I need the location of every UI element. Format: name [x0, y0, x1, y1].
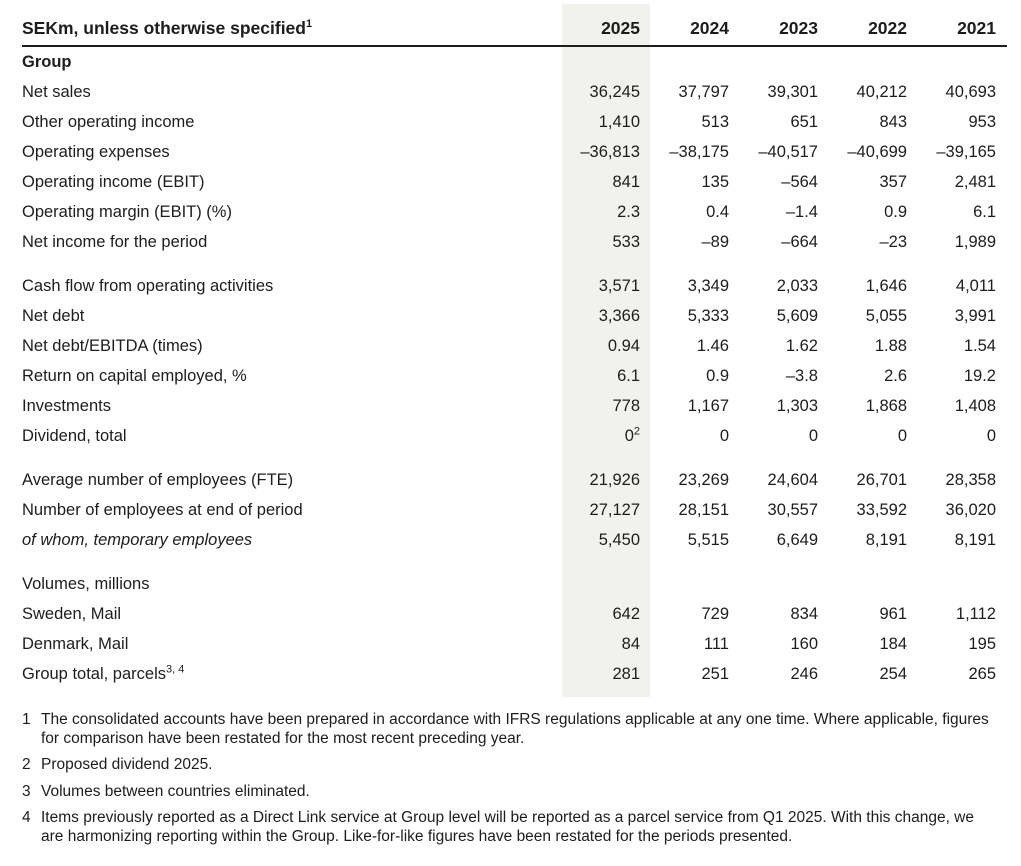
- value-cell: [829, 465, 918, 495]
- row-label: [22, 271, 562, 301]
- text: Investments: [22, 397, 111, 415]
- value-cell: [740, 137, 829, 167]
- text: 28,151: [678, 501, 729, 519]
- value-cell: [918, 361, 1007, 391]
- value-cell: [651, 495, 740, 525]
- footnote-number: 1: [22, 711, 31, 728]
- row-label: [22, 659, 562, 689]
- value-cell: [651, 361, 740, 391]
- value-cell: [829, 271, 918, 301]
- text: 961: [879, 605, 907, 623]
- text: 841: [612, 173, 640, 191]
- text: 251: [701, 665, 729, 683]
- text: 1,646: [865, 277, 907, 295]
- text: 111: [703, 635, 729, 653]
- text: Net debt/EBITDA (times): [22, 337, 203, 355]
- value-cell: [651, 331, 740, 361]
- text: 1,112: [955, 605, 996, 623]
- year-column-header: 2024: [651, 0, 740, 46]
- value-cell: [562, 167, 651, 197]
- value-cell: [562, 421, 651, 451]
- section-title: [22, 569, 1007, 599]
- section-spacer: [22, 555, 1007, 569]
- text: –1.4: [785, 203, 818, 221]
- text: Group total, parcels: [22, 665, 166, 683]
- text: 1,303: [776, 397, 818, 415]
- text: 160: [790, 635, 818, 653]
- text: 3,991: [954, 307, 996, 325]
- text: –39,165: [936, 143, 996, 161]
- text: 0.94: [607, 337, 640, 355]
- value-cell: [918, 271, 1007, 301]
- table-row: [22, 421, 1007, 451]
- value-cell: [562, 495, 651, 525]
- text: 36,020: [945, 501, 996, 519]
- footnote-item: [22, 756, 992, 775]
- value-cell: [829, 629, 918, 659]
- text: 2,033: [776, 277, 818, 295]
- value-cell: [740, 361, 829, 391]
- value-cell: [740, 421, 829, 451]
- value-cell: [918, 495, 1007, 525]
- text: –38,175: [669, 143, 729, 161]
- row-label: [22, 197, 562, 227]
- value-cell: [740, 227, 829, 257]
- text: –3.8: [785, 367, 818, 385]
- text: –564: [781, 173, 818, 191]
- text: 729: [701, 605, 729, 623]
- table-row: [22, 77, 1007, 107]
- text: 1,868: [865, 397, 907, 415]
- value-cell: [829, 77, 918, 107]
- text: Dividend, total: [22, 427, 127, 445]
- value-cell: [829, 421, 918, 451]
- table-row: [22, 271, 1007, 301]
- text: Other operating income: [22, 113, 195, 131]
- value-cell: [740, 167, 829, 197]
- footnote-ref-icon: 1: [305, 18, 313, 31]
- value-cell: [651, 107, 740, 137]
- text: 0: [808, 427, 818, 445]
- footnote-number: 3: [22, 782, 31, 800]
- value-cell: [918, 659, 1007, 689]
- value-cell: [918, 391, 1007, 421]
- text: 2.3: [617, 203, 640, 221]
- row-label: [22, 227, 562, 257]
- value-cell: [918, 629, 1007, 659]
- text: 0: [986, 427, 996, 445]
- text: Sweden, Mail: [22, 605, 122, 623]
- value-cell: [829, 391, 918, 421]
- text: Net debt: [22, 307, 85, 325]
- value-cell: [918, 107, 1007, 137]
- value-cell: [918, 197, 1007, 227]
- section-spacer: [22, 451, 1007, 465]
- value-cell: [918, 421, 1007, 451]
- value-cell: [651, 301, 740, 331]
- text: 40,693: [945, 83, 996, 101]
- footnote-item: [22, 783, 992, 802]
- text: Return on capital employed, %: [22, 367, 247, 385]
- text: 1,989: [954, 233, 996, 251]
- text: Cash flow from operating activities: [22, 277, 274, 295]
- year-column-header: 2023: [740, 0, 829, 46]
- footnote-ref-icon: 3, 4: [166, 663, 185, 676]
- text: 0: [624, 427, 634, 445]
- text: –89: [701, 233, 729, 251]
- text: 195: [968, 635, 996, 653]
- text: 84: [621, 635, 640, 653]
- text: 3,349: [687, 277, 729, 295]
- value-cell: [740, 301, 829, 331]
- table-row: [22, 629, 1007, 659]
- text: 246: [790, 665, 818, 683]
- value-cell: [562, 525, 651, 555]
- text: 36,245: [589, 83, 640, 101]
- text: 281: [612, 665, 640, 683]
- value-cell: [562, 465, 651, 495]
- table-row: [22, 495, 1007, 525]
- text: of whom, temporary employees: [22, 531, 253, 549]
- text: 8,191: [865, 531, 907, 549]
- text: Operating expenses: [22, 143, 170, 161]
- value-cell: [562, 629, 651, 659]
- text: Volumes, millions: [22, 575, 150, 593]
- value-cell: [562, 197, 651, 227]
- row-label: [22, 465, 562, 495]
- text: 778: [612, 397, 640, 415]
- text: Operating margin (EBIT) (%): [22, 203, 232, 221]
- year-column-header: 2025: [562, 0, 651, 46]
- table-row: [22, 227, 1007, 257]
- value-cell: [562, 107, 651, 137]
- value-cell: [918, 301, 1007, 331]
- text: 6.1: [617, 367, 640, 385]
- value-cell: [562, 599, 651, 629]
- text: 40,212: [856, 83, 907, 101]
- text: 2.6: [884, 367, 907, 385]
- text: –40,517: [758, 143, 818, 161]
- value-cell: [740, 197, 829, 227]
- text: 24,604: [767, 471, 818, 489]
- value-cell: [651, 421, 740, 451]
- footnote-item: [22, 711, 992, 748]
- footnote-item: [22, 809, 992, 846]
- text: 0: [897, 427, 907, 445]
- value-cell: [740, 465, 829, 495]
- text: 5,515: [687, 531, 729, 549]
- text: 1.54: [963, 337, 996, 355]
- row-label: [22, 167, 562, 197]
- text: Denmark, Mail: [22, 635, 129, 653]
- text: 265: [968, 665, 996, 683]
- spacer-cell: [22, 555, 1007, 569]
- value-cell: [651, 227, 740, 257]
- value-cell: [651, 629, 740, 659]
- section-title: [22, 46, 1007, 77]
- text: 834: [790, 605, 818, 623]
- footnote-number: 2: [22, 756, 31, 773]
- value-cell: [651, 599, 740, 629]
- text: –36,813: [580, 143, 640, 161]
- value-cell: [740, 107, 829, 137]
- text: 37,797: [678, 83, 729, 101]
- table-row: [22, 599, 1007, 629]
- value-cell: [562, 137, 651, 167]
- value-cell: [651, 197, 740, 227]
- value-cell: [651, 659, 740, 689]
- value-cell: [740, 525, 829, 555]
- text: 28,358: [945, 471, 996, 489]
- value-cell: [562, 301, 651, 331]
- text: 6,649: [776, 531, 818, 549]
- value-cell: [651, 525, 740, 555]
- value-cell: [918, 599, 1007, 629]
- value-cell: [740, 495, 829, 525]
- text: 1.88: [874, 337, 907, 355]
- table-row: [22, 107, 1007, 137]
- value-cell: [740, 331, 829, 361]
- row-label: [22, 629, 562, 659]
- value-cell: [829, 227, 918, 257]
- financial-table: [22, 0, 1007, 689]
- value-cell: [918, 167, 1007, 197]
- text: 184: [879, 635, 907, 653]
- value-cell: [829, 167, 918, 197]
- text: 357: [879, 173, 907, 191]
- row-label: [22, 137, 562, 167]
- value-cell: [918, 331, 1007, 361]
- value-cell: [651, 137, 740, 167]
- text: 533: [612, 233, 640, 251]
- row-label: [22, 391, 562, 421]
- footnote-text: Items previously reported as a Direct Link service at Group level will be reported as a parcel service from Q1 2025. With this change, we are harmonizing reporting within the Group. Like-for-like figures have been restated for the periods presented.: [41, 809, 974, 845]
- section-spacer: [22, 257, 1007, 271]
- value-cell: [918, 525, 1007, 555]
- value-cell: [651, 271, 740, 301]
- text: –664: [781, 233, 818, 251]
- value-cell: [918, 77, 1007, 107]
- text: 651: [790, 113, 818, 131]
- row-label: [22, 107, 562, 137]
- text: 8,191: [954, 531, 996, 549]
- text: 5,609: [776, 307, 818, 325]
- value-cell: [829, 659, 918, 689]
- text: 513: [701, 113, 729, 131]
- value-cell: [740, 77, 829, 107]
- table-row: [22, 167, 1007, 197]
- text: 27,127: [589, 501, 640, 519]
- table-row: [22, 197, 1007, 227]
- value-cell: [562, 77, 651, 107]
- value-cell: [562, 659, 651, 689]
- table-title: [22, 0, 562, 46]
- value-cell: [829, 331, 918, 361]
- value-cell: [740, 629, 829, 659]
- text: 1,167: [687, 397, 729, 415]
- value-cell: [562, 391, 651, 421]
- table-row: [22, 331, 1007, 361]
- value-cell: [829, 301, 918, 331]
- value-cell: [562, 361, 651, 391]
- table-body: [22, 46, 1007, 689]
- value-cell: [918, 137, 1007, 167]
- value-cell: [829, 495, 918, 525]
- text: 135: [701, 173, 729, 191]
- text: Operating income (EBIT): [22, 173, 205, 191]
- value-cell: [829, 525, 918, 555]
- row-label: [22, 331, 562, 361]
- text: Group: [22, 53, 72, 71]
- text: –23: [879, 233, 907, 251]
- value-cell: [740, 271, 829, 301]
- spacer-cell: [22, 257, 1007, 271]
- text: 843: [879, 113, 907, 131]
- year-column-header: 2022: [829, 0, 918, 46]
- spacer-cell: [22, 451, 1007, 465]
- text: 2,481: [954, 173, 996, 191]
- text: 642: [612, 605, 640, 623]
- value-cell: [651, 465, 740, 495]
- text: 254: [879, 665, 907, 683]
- value-cell: [651, 167, 740, 197]
- footnote-text: Proposed dividend 2025.: [41, 756, 213, 773]
- text: 1,408: [954, 397, 996, 415]
- table-row: [22, 137, 1007, 167]
- section-title-row: [22, 569, 1007, 599]
- text: 1.46: [696, 337, 729, 355]
- table-header-row: [22, 0, 1007, 46]
- text: Number of employees at end of period: [22, 501, 303, 519]
- row-label: [22, 77, 562, 107]
- text: 1,410: [598, 113, 640, 131]
- text: 953: [968, 113, 996, 131]
- value-cell: [562, 271, 651, 301]
- footnotes: [22, 711, 992, 846]
- text: 4,011: [955, 277, 996, 295]
- year-column-header: 2021: [918, 0, 1007, 46]
- value-cell: [829, 197, 918, 227]
- text: 3,571: [598, 277, 640, 295]
- table-row: [22, 391, 1007, 421]
- text: 0.4: [706, 203, 729, 221]
- text: Net income for the period: [22, 233, 208, 251]
- row-label: [22, 495, 562, 525]
- row-label: [22, 301, 562, 331]
- value-cell: [740, 599, 829, 629]
- value-cell: [740, 659, 829, 689]
- value-cell: [918, 227, 1007, 257]
- text: 30,557: [767, 501, 818, 519]
- text: 33,592: [856, 501, 907, 519]
- text: –40,699: [847, 143, 907, 161]
- row-label: [22, 361, 562, 391]
- row-label: [22, 525, 562, 555]
- value-cell: [562, 227, 651, 257]
- text: 39,301: [767, 83, 818, 101]
- text: 26,701: [856, 471, 907, 489]
- table-row: [22, 525, 1007, 555]
- text: 19.2: [963, 367, 996, 385]
- text: 5,055: [865, 307, 907, 325]
- text: Net sales: [22, 83, 91, 101]
- text: 5,450: [598, 531, 640, 549]
- value-cell: [829, 599, 918, 629]
- text: 0.9: [706, 367, 729, 385]
- footnote-ref-icon: 2: [633, 425, 640, 438]
- text: 1.62: [785, 337, 818, 355]
- value-cell: [562, 331, 651, 361]
- text: 6.1: [973, 203, 996, 221]
- value-cell: [918, 465, 1007, 495]
- text: 3,366: [598, 307, 640, 325]
- section-title-row: [22, 46, 1007, 77]
- text: 23,269: [678, 471, 729, 489]
- text: 5,333: [687, 307, 729, 325]
- footnote-text: The consolidated accounts have been prepared in accordance with IFRS regulations applicable at any one time. Where applicable, figures for comparison have been restated for the most recent preceding year.: [41, 711, 989, 747]
- footnote-text: Volumes between countries eliminated.: [41, 782, 310, 800]
- table-title-text: SEKm, unless otherwise specified: [22, 18, 306, 38]
- table-row: [22, 659, 1007, 689]
- value-cell: [829, 137, 918, 167]
- text: Average number of employees (FTE): [22, 471, 294, 489]
- text: 0.9: [884, 203, 907, 221]
- row-label: [22, 599, 562, 629]
- table-row: [22, 301, 1007, 331]
- value-cell: [740, 391, 829, 421]
- text: 21,926: [589, 471, 640, 489]
- value-cell: [651, 391, 740, 421]
- table-row: [22, 465, 1007, 495]
- table-row: [22, 361, 1007, 391]
- row-label: [22, 421, 562, 451]
- value-cell: [829, 361, 918, 391]
- footnote-number: 4: [22, 809, 31, 826]
- value-cell: [829, 107, 918, 137]
- text: 0: [719, 427, 729, 445]
- value-cell: [651, 77, 740, 107]
